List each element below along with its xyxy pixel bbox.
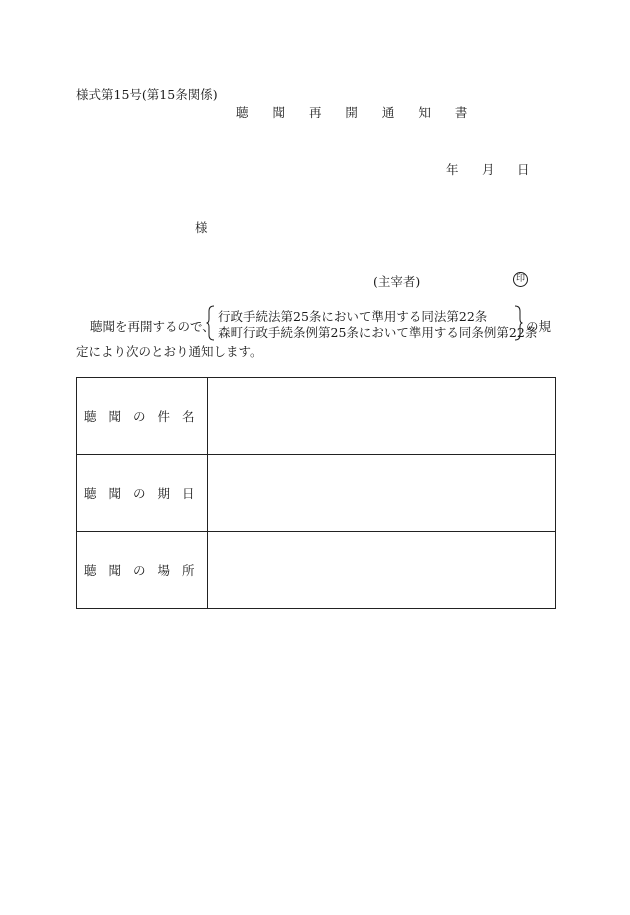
seal-mark: 印	[513, 272, 528, 287]
date-line	[446, 160, 536, 176]
body-tail-text: の規	[526, 319, 552, 334]
body-continuation-text: 定により次のとおり通知します。	[76, 344, 263, 359]
hearing-date-label: 聴聞の期日	[77, 455, 208, 532]
date-day-label: 日	[517, 162, 530, 177]
date-year-label: 年	[446, 162, 459, 177]
hearing-place-field[interactable]	[208, 532, 556, 609]
left-brace-icon	[206, 305, 216, 341]
form-number: 様式第15号(第15条関係)	[76, 87, 218, 102]
hearing-date-field[interactable]	[208, 455, 556, 532]
table-row	[77, 532, 556, 609]
table-row	[77, 455, 556, 532]
body-lead-text: 聴聞を再開するので、	[90, 319, 215, 334]
table-row	[77, 378, 556, 455]
hearing-place-label: 聴聞の場所	[77, 532, 208, 609]
right-brace-icon	[513, 305, 523, 341]
hearing-subject-field[interactable]	[208, 378, 556, 455]
recipient-honorific: 様	[195, 220, 208, 235]
date-month-label: 月	[482, 162, 495, 177]
law-reference-2: 森町行政手続条例第25条において準用する同条例第22条	[218, 325, 538, 340]
organizer-label: (主宰者)	[373, 274, 421, 289]
law-reference-1: 行政手続法第25条において準用する同法第22条	[218, 309, 488, 324]
document-title: 聴 聞 再 開 通 知 書	[236, 105, 478, 120]
hearing-subject-label: 聴聞の件名	[77, 378, 208, 455]
hearing-info-table	[76, 377, 556, 609]
